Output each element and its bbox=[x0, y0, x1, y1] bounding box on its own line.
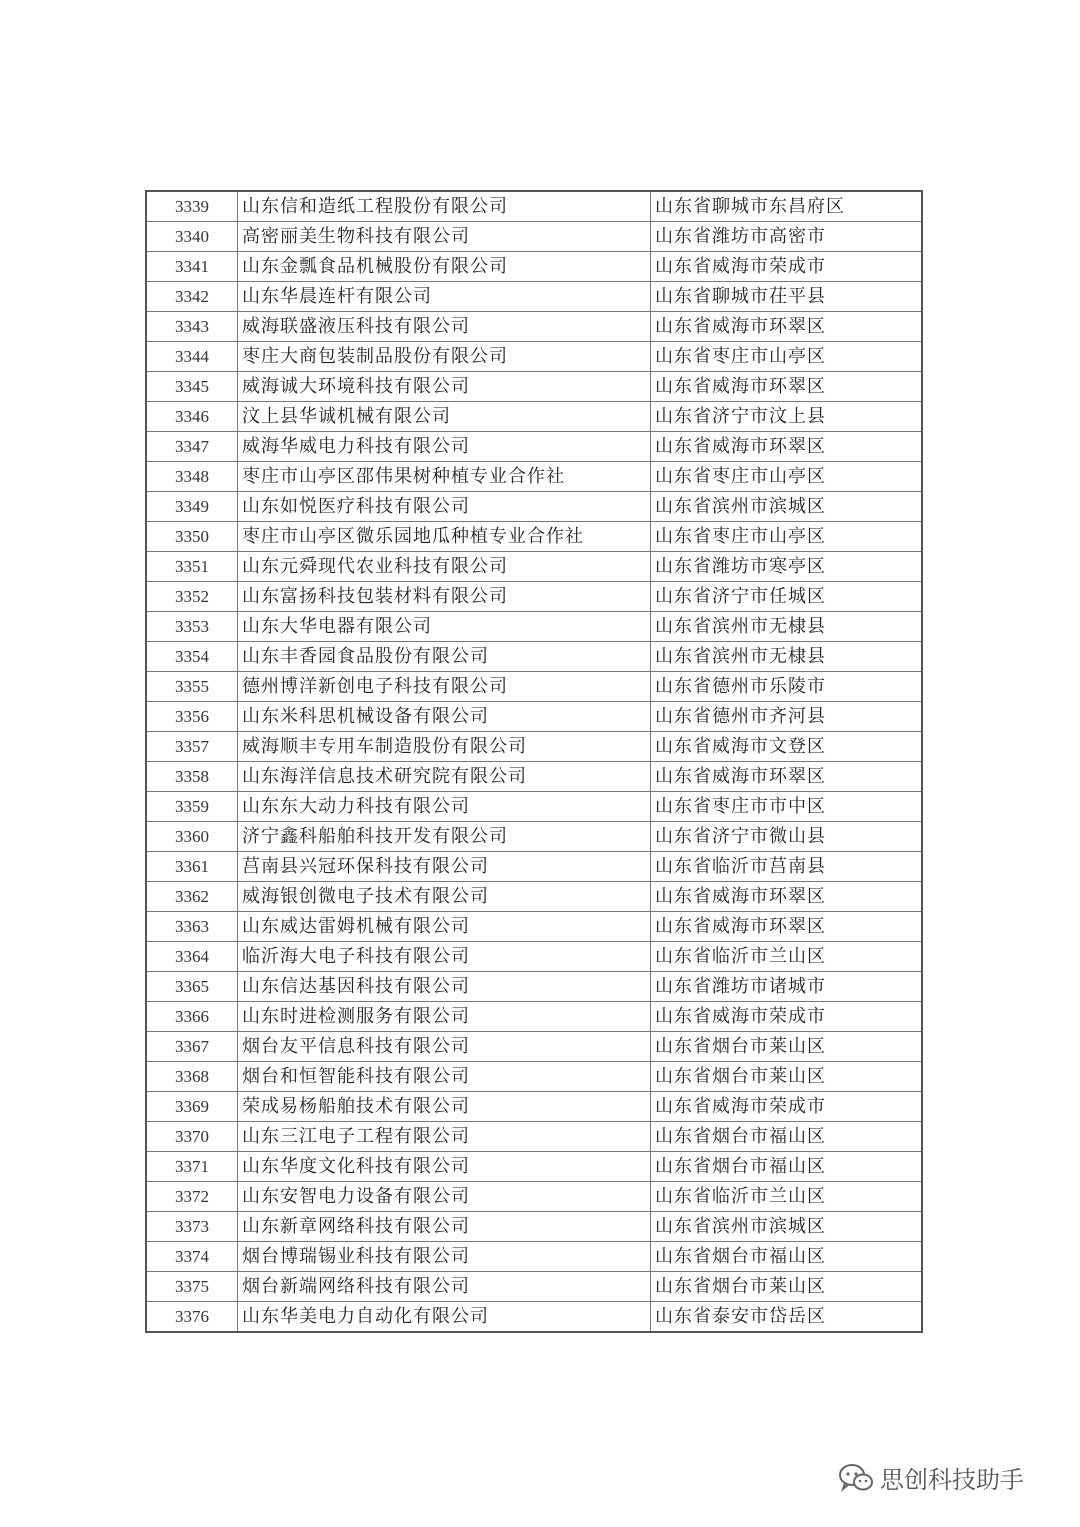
company-name-cell: 烟台博瑞锡业科技有限公司 bbox=[238, 1242, 651, 1272]
address-cell: 山东省威海市环翠区 bbox=[651, 372, 923, 402]
company-name-cell: 烟台友平信息科技有限公司 bbox=[238, 1032, 651, 1062]
table-row bbox=[146, 852, 922, 882]
table-row bbox=[146, 1242, 922, 1272]
company-name-cell: 山东华美电力自动化有限公司 bbox=[238, 1302, 651, 1333]
company-name-cell: 枣庄大商包装制品股份有限公司 bbox=[238, 342, 651, 372]
table-row bbox=[146, 252, 922, 282]
company-name-cell: 烟台新端网络科技有限公司 bbox=[238, 1272, 651, 1302]
company-name-cell: 山东大华电器有限公司 bbox=[238, 612, 651, 642]
company-name-cell: 山东富扬科技包装材料有限公司 bbox=[238, 582, 651, 612]
address-cell: 山东省滨州市滨城区 bbox=[651, 1212, 923, 1242]
table-row bbox=[146, 1212, 922, 1242]
address-cell: 山东省威海市环翠区 bbox=[651, 432, 923, 462]
row-number-cell: 3374 bbox=[146, 1242, 238, 1272]
company-name-cell: 山东东大动力科技有限公司 bbox=[238, 792, 651, 822]
address-cell: 山东省济宁市任城区 bbox=[651, 582, 923, 612]
table-row bbox=[146, 612, 922, 642]
company-name-cell: 山东金瓢食品机械股份有限公司 bbox=[238, 252, 651, 282]
company-name-cell: 高密丽美生物科技有限公司 bbox=[238, 222, 651, 252]
address-cell: 山东省枣庄市山亭区 bbox=[651, 342, 923, 372]
address-cell: 山东省威海市荣成市 bbox=[651, 1002, 923, 1032]
table-row bbox=[146, 492, 922, 522]
address-cell: 山东省枣庄市山亭区 bbox=[651, 522, 923, 552]
address-cell: 山东省临沂市莒南县 bbox=[651, 852, 923, 882]
row-number-cell: 3361 bbox=[146, 852, 238, 882]
company-name-cell: 山东如悦医疗科技有限公司 bbox=[238, 492, 651, 522]
row-number-cell: 3369 bbox=[146, 1092, 238, 1122]
row-number-cell: 3375 bbox=[146, 1272, 238, 1302]
company-name-cell: 山东信和造纸工程股份有限公司 bbox=[238, 191, 651, 222]
row-number-cell: 3342 bbox=[146, 282, 238, 312]
address-cell: 山东省烟台市莱山区 bbox=[651, 1062, 923, 1092]
row-number-cell: 3354 bbox=[146, 642, 238, 672]
company-name-cell: 威海诚大环境科技有限公司 bbox=[238, 372, 651, 402]
address-cell: 山东省威海市荣成市 bbox=[651, 1092, 923, 1122]
table-row bbox=[146, 282, 922, 312]
table-row bbox=[146, 402, 922, 432]
wechat-icon bbox=[838, 1463, 874, 1493]
address-cell: 山东省威海市环翠区 bbox=[651, 312, 923, 342]
row-number-cell: 3349 bbox=[146, 492, 238, 522]
address-cell: 山东省潍坊市高密市 bbox=[651, 222, 923, 252]
table-row bbox=[146, 702, 922, 732]
table-row bbox=[146, 222, 922, 252]
table-row bbox=[146, 1182, 922, 1212]
address-cell: 山东省威海市环翠区 bbox=[651, 882, 923, 912]
table-row bbox=[146, 642, 922, 672]
row-number-cell: 3350 bbox=[146, 522, 238, 552]
address-cell: 山东省烟台市福山区 bbox=[651, 1152, 923, 1182]
row-number-cell: 3344 bbox=[146, 342, 238, 372]
address-cell: 山东省枣庄市山亭区 bbox=[651, 462, 923, 492]
address-cell: 山东省威海市文登区 bbox=[651, 732, 923, 762]
row-number-cell: 3341 bbox=[146, 252, 238, 282]
table-row bbox=[146, 792, 922, 822]
table-row bbox=[146, 882, 922, 912]
company-name-cell: 威海联盛液压科技有限公司 bbox=[238, 312, 651, 342]
row-number-cell: 3348 bbox=[146, 462, 238, 492]
company-name-cell: 莒南县兴冠环保科技有限公司 bbox=[238, 852, 651, 882]
company-name-cell: 威海华威电力科技有限公司 bbox=[238, 432, 651, 462]
row-number-cell: 3376 bbox=[146, 1302, 238, 1333]
table-row bbox=[146, 1272, 922, 1302]
table-row bbox=[146, 822, 922, 852]
address-cell: 山东省滨州市滨城区 bbox=[651, 492, 923, 522]
table-row bbox=[146, 1092, 922, 1122]
table-row bbox=[146, 191, 922, 222]
row-number-cell: 3366 bbox=[146, 1002, 238, 1032]
table-row bbox=[146, 1122, 922, 1152]
address-cell: 山东省聊城市茌平县 bbox=[651, 282, 923, 312]
address-cell: 山东省潍坊市寒亭区 bbox=[651, 552, 923, 582]
row-number-cell: 3339 bbox=[146, 191, 238, 222]
row-number-cell: 3351 bbox=[146, 552, 238, 582]
company-name-cell: 山东安智电力设备有限公司 bbox=[238, 1182, 651, 1212]
address-cell: 山东省滨州市无棣县 bbox=[651, 642, 923, 672]
row-number-cell: 3363 bbox=[146, 912, 238, 942]
row-number-cell: 3346 bbox=[146, 402, 238, 432]
address-cell: 山东省枣庄市市中区 bbox=[651, 792, 923, 822]
row-number-cell: 3356 bbox=[146, 702, 238, 732]
address-cell: 山东省烟台市莱山区 bbox=[651, 1272, 923, 1302]
company-name-cell: 荣成易杨船舶技术有限公司 bbox=[238, 1092, 651, 1122]
table-row bbox=[146, 1302, 922, 1333]
company-name-cell: 德州博洋新创电子科技有限公司 bbox=[238, 672, 651, 702]
table-row bbox=[146, 1002, 922, 1032]
table-row bbox=[146, 762, 922, 792]
address-cell: 山东省济宁市微山县 bbox=[651, 822, 923, 852]
company-name-cell: 枣庄市山亭区邵伟果树种植专业合作社 bbox=[238, 462, 651, 492]
company-name-cell: 山东三江电子工程有限公司 bbox=[238, 1122, 651, 1152]
company-name-cell: 山东时进检测服务有限公司 bbox=[238, 1002, 651, 1032]
table-row bbox=[146, 462, 922, 492]
row-number-cell: 3362 bbox=[146, 882, 238, 912]
company-name-cell: 山东信达基因科技有限公司 bbox=[238, 972, 651, 1002]
address-cell: 山东省威海市荣成市 bbox=[651, 252, 923, 282]
address-cell: 山东省烟台市福山区 bbox=[651, 1122, 923, 1152]
row-number-cell: 3357 bbox=[146, 732, 238, 762]
watermark-text: 思创科技助手 bbox=[880, 1466, 1024, 1494]
address-cell: 山东省泰安市岱岳区 bbox=[651, 1302, 923, 1333]
company-name-cell: 临沂海大电子科技有限公司 bbox=[238, 942, 651, 972]
address-cell: 山东省济宁市汶上县 bbox=[651, 402, 923, 432]
company-name-cell: 山东丰香园食品股份有限公司 bbox=[238, 642, 651, 672]
row-number-cell: 3347 bbox=[146, 432, 238, 462]
address-cell: 山东省滨州市无棣县 bbox=[651, 612, 923, 642]
table-row bbox=[146, 432, 922, 462]
company-list-body bbox=[146, 191, 922, 1332]
company-name-cell: 山东米科思机械设备有限公司 bbox=[238, 702, 651, 732]
row-number-cell: 3364 bbox=[146, 942, 238, 972]
table-row bbox=[146, 552, 922, 582]
address-cell: 山东省潍坊市诸城市 bbox=[651, 972, 923, 1002]
company-name-cell: 山东元舜现代农业科技有限公司 bbox=[238, 552, 651, 582]
address-cell: 山东省烟台市福山区 bbox=[651, 1242, 923, 1272]
row-number-cell: 3345 bbox=[146, 372, 238, 402]
row-number-cell: 3373 bbox=[146, 1212, 238, 1242]
row-number-cell: 3352 bbox=[146, 582, 238, 612]
address-cell: 山东省威海市环翠区 bbox=[651, 762, 923, 792]
company-name-cell: 威海顺丰专用车制造股份有限公司 bbox=[238, 732, 651, 762]
table-row bbox=[146, 1062, 922, 1092]
company-name-cell: 山东新章网络科技有限公司 bbox=[238, 1212, 651, 1242]
company-name-cell: 济宁鑫科船舶科技开发有限公司 bbox=[238, 822, 651, 852]
company-name-cell: 烟台和恒智能科技有限公司 bbox=[238, 1062, 651, 1092]
row-number-cell: 3340 bbox=[146, 222, 238, 252]
table-row bbox=[146, 672, 922, 702]
address-cell: 山东省威海市环翠区 bbox=[651, 912, 923, 942]
row-number-cell: 3358 bbox=[146, 762, 238, 792]
table-row bbox=[146, 312, 922, 342]
table-row bbox=[146, 732, 922, 762]
row-number-cell: 3360 bbox=[146, 822, 238, 852]
table-row bbox=[146, 372, 922, 402]
row-number-cell: 3353 bbox=[146, 612, 238, 642]
row-number-cell: 3367 bbox=[146, 1032, 238, 1062]
row-number-cell: 3370 bbox=[146, 1122, 238, 1152]
table-row bbox=[146, 1152, 922, 1182]
company-list-table bbox=[145, 190, 923, 1333]
row-number-cell: 3368 bbox=[146, 1062, 238, 1092]
row-number-cell: 3343 bbox=[146, 312, 238, 342]
address-cell: 山东省临沂市兰山区 bbox=[651, 942, 923, 972]
table-row bbox=[146, 912, 922, 942]
row-number-cell: 3372 bbox=[146, 1182, 238, 1212]
table-row bbox=[146, 342, 922, 372]
table-row bbox=[146, 972, 922, 1002]
table-row bbox=[146, 1032, 922, 1062]
table-row bbox=[146, 942, 922, 972]
company-name-cell: 山东华晨连杆有限公司 bbox=[238, 282, 651, 312]
table-row bbox=[146, 582, 922, 612]
table-row bbox=[146, 522, 922, 552]
address-cell: 山东省德州市齐河县 bbox=[651, 702, 923, 732]
company-name-cell: 山东威达雷姆机械有限公司 bbox=[238, 912, 651, 942]
row-number-cell: 3359 bbox=[146, 792, 238, 822]
company-name-cell: 山东华度文化科技有限公司 bbox=[238, 1152, 651, 1182]
address-cell: 山东省烟台市莱山区 bbox=[651, 1032, 923, 1062]
row-number-cell: 3355 bbox=[146, 672, 238, 702]
company-name-cell: 山东海洋信息技术研究院有限公司 bbox=[238, 762, 651, 792]
company-name-cell: 枣庄市山亭区微乐园地瓜种植专业合作社 bbox=[238, 522, 651, 552]
address-cell: 山东省临沂市兰山区 bbox=[651, 1182, 923, 1212]
address-cell: 山东省德州市乐陵市 bbox=[651, 672, 923, 702]
company-name-cell: 汶上县华诚机械有限公司 bbox=[238, 402, 651, 432]
address-cell: 山东省聊城市东昌府区 bbox=[651, 191, 923, 222]
company-name-cell: 威海银创微电子技术有限公司 bbox=[238, 882, 651, 912]
row-number-cell: 3365 bbox=[146, 972, 238, 1002]
row-number-cell: 3371 bbox=[146, 1152, 238, 1182]
watermark bbox=[838, 1460, 1024, 1495]
